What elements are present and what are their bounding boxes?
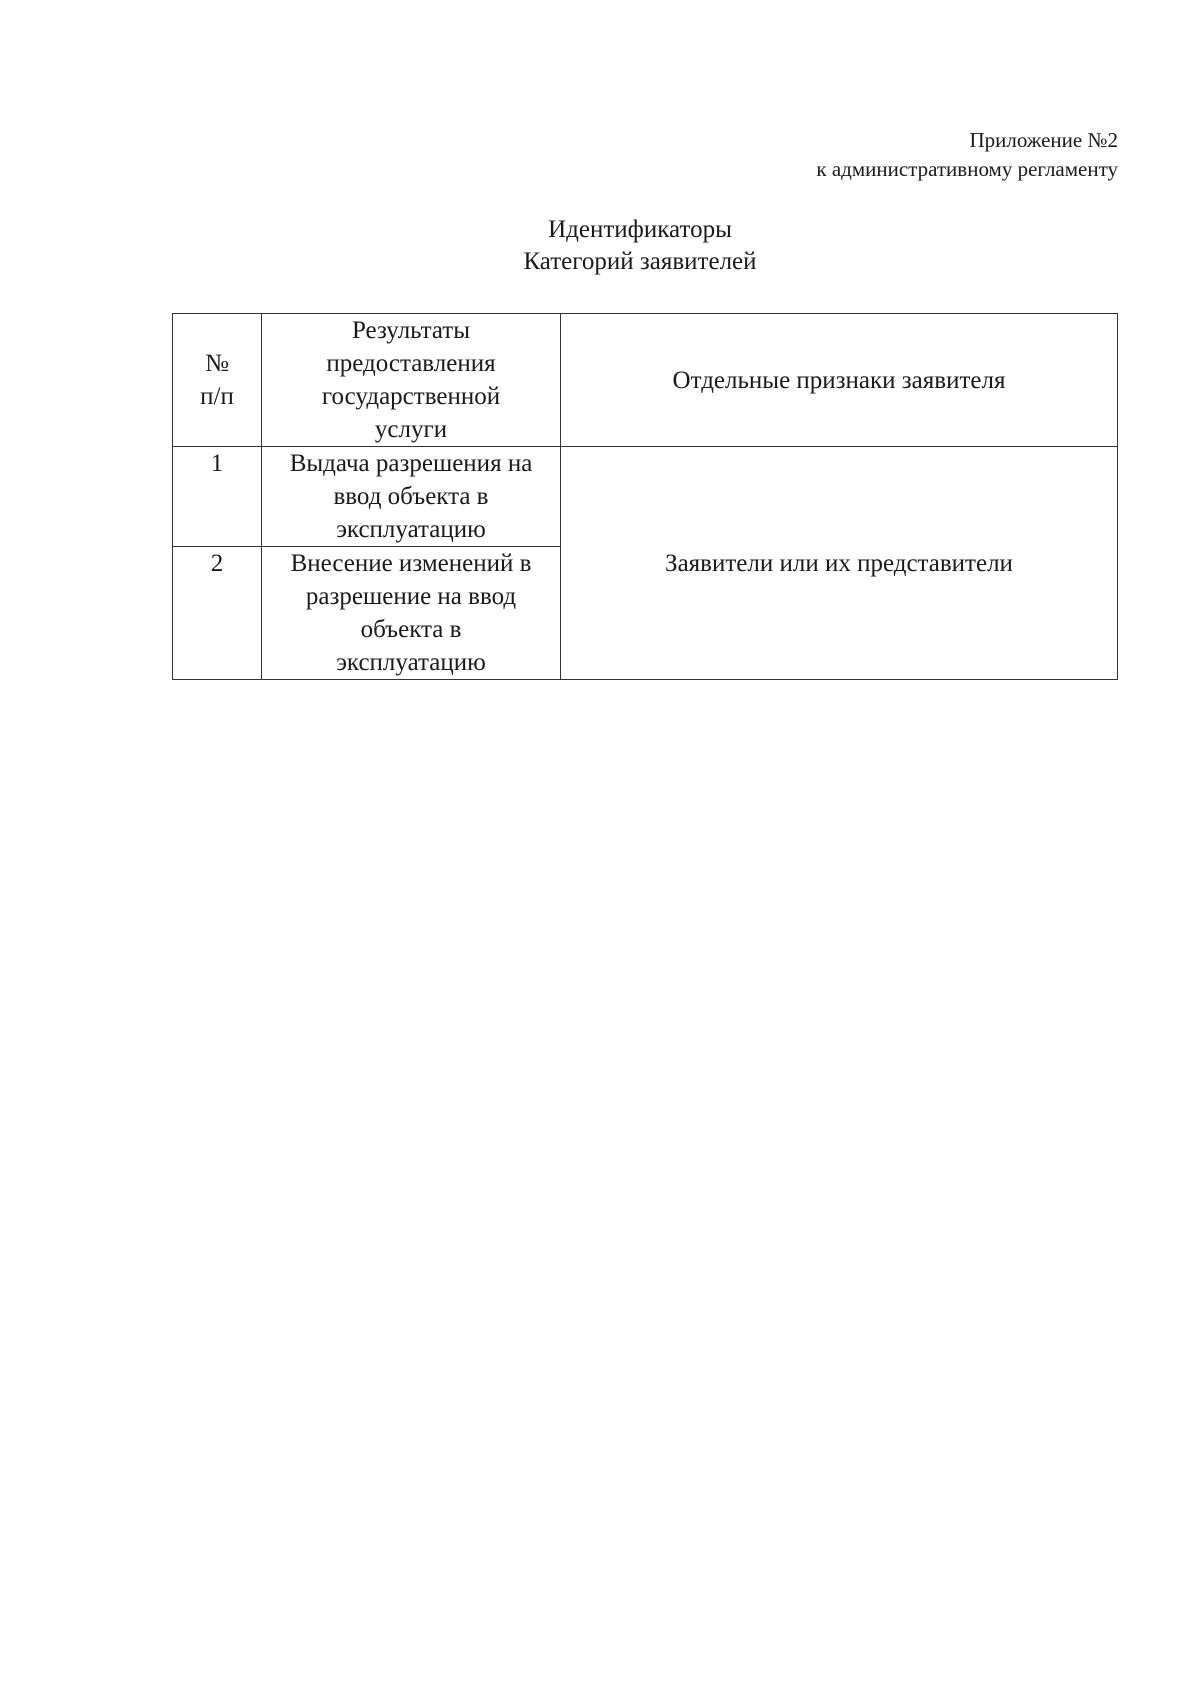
- identifiers-table: [172, 313, 1118, 680]
- header-applicant-signs: Отдельные признаки заявителя: [561, 314, 1118, 447]
- header-number: № п/п: [173, 314, 262, 447]
- row-result: Внесение изменений в разрешение на ввод объекта в эксплуатацию: [262, 547, 561, 680]
- table-header-row: [173, 314, 1118, 447]
- title-line-2: Категорий заявителей: [523, 248, 757, 275]
- appendix-line-2: к административному регламенту: [816, 157, 1118, 181]
- title-line-1: Идентификаторы: [548, 216, 732, 243]
- row-number: 1: [173, 447, 262, 547]
- appendix-line-1: Приложение №2: [969, 128, 1118, 152]
- appendix-note: [816, 126, 1118, 184]
- row-result: Выдача разрешения на ввод объекта в эксплуатацию: [262, 447, 561, 547]
- table-row: [173, 447, 1118, 547]
- document-title: [0, 214, 1200, 278]
- header-result: Результаты предоставления государственной услуги: [262, 314, 561, 447]
- row-number: 2: [173, 547, 262, 680]
- merged-applicant-cell: Заявители или их представители: [561, 447, 1118, 680]
